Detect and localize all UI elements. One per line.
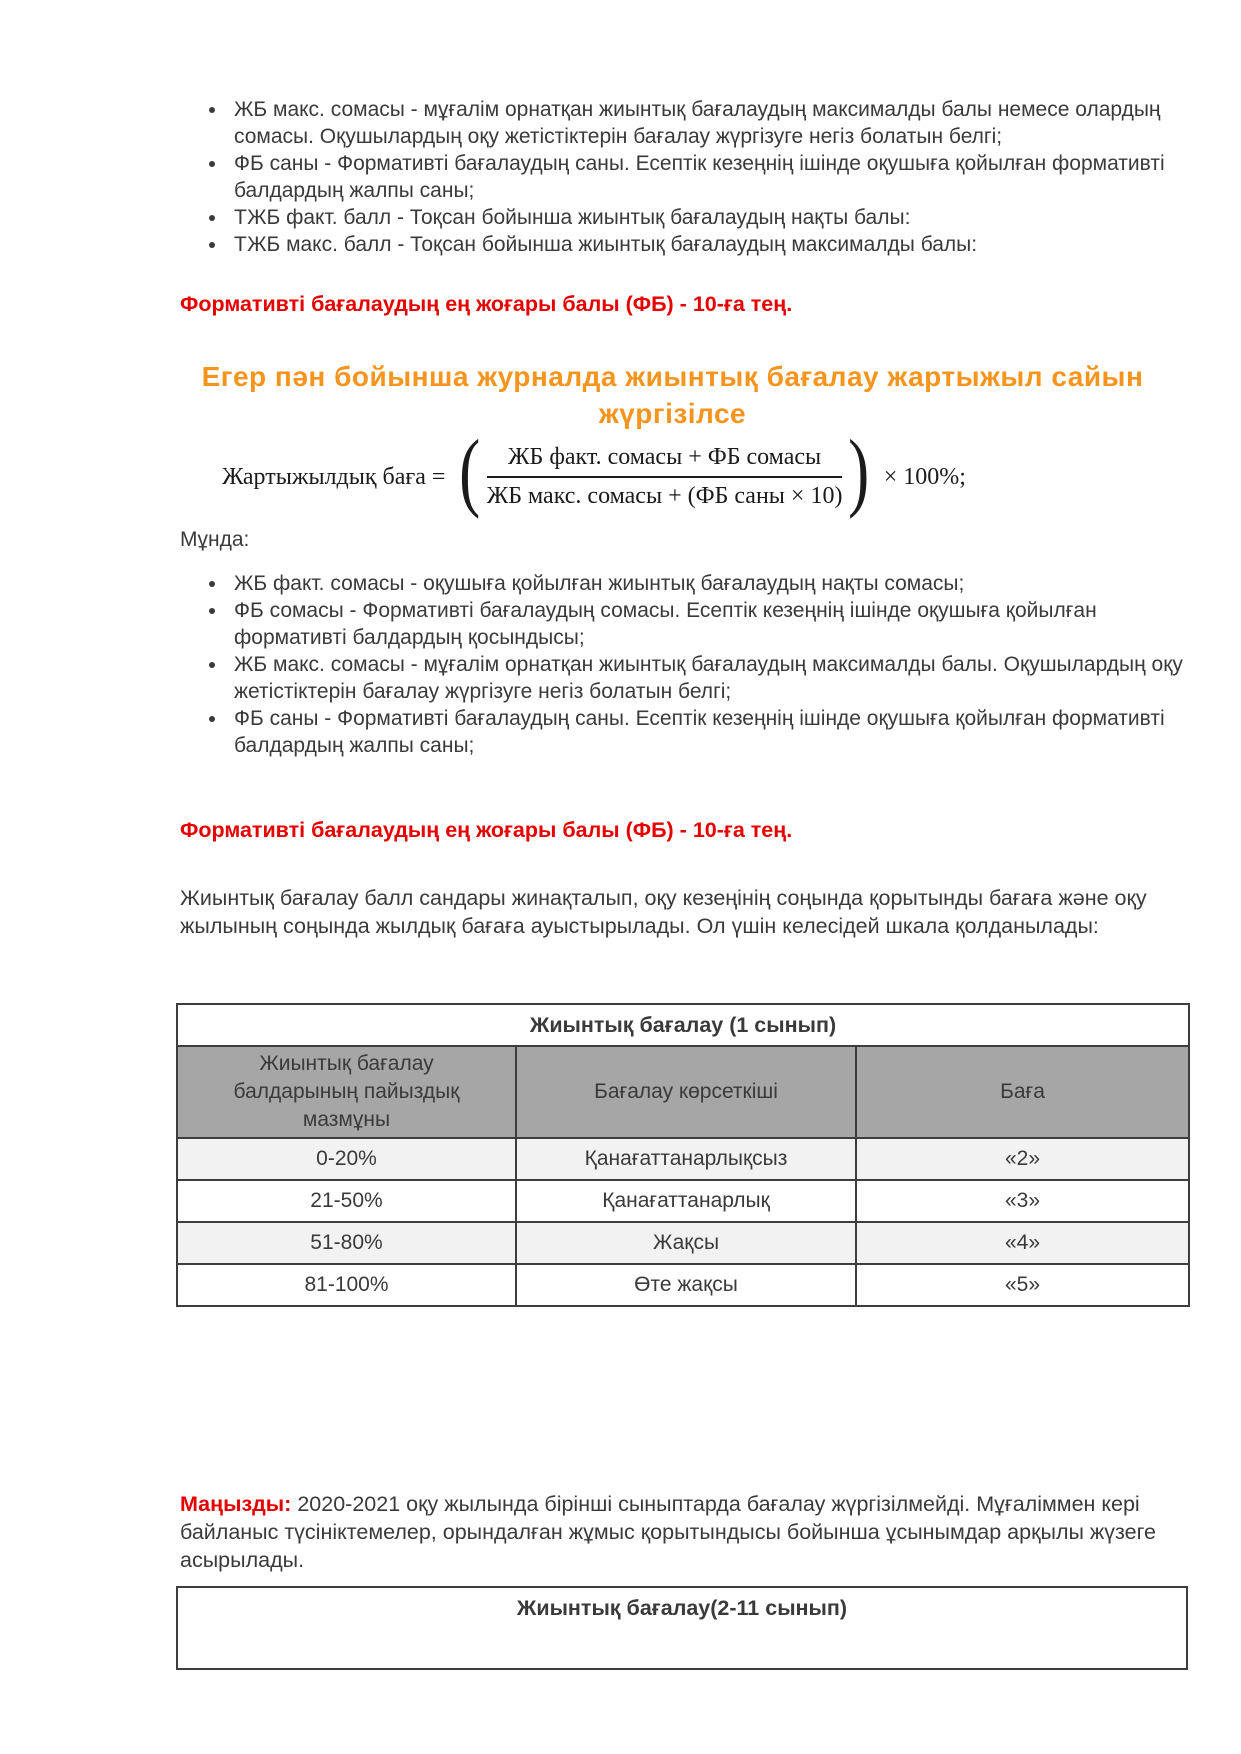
table-row (177, 1222, 1189, 1264)
definitions-list-top (180, 96, 1213, 258)
indicator-cell: Жақсы (516, 1222, 856, 1264)
table-row (177, 1264, 1189, 1306)
where-label: Мұнда: (180, 528, 250, 551)
percent-cell: 81-100% (177, 1264, 516, 1306)
table-title: Жиынтық бағалау (1 сынып) (177, 1004, 1189, 1046)
grade-cell: «4» (856, 1222, 1189, 1264)
fraction-denominator: ЖБ макс. сомасы + (ФБ саны × 10) (486, 483, 843, 509)
list-item: • ЖБ факт. сомасы - оқушыға қойылған жиынтық бағалаудың нақты сомасы; (228, 570, 1213, 597)
half-year-grade-formula: Жартыжылдық баға = ( $\frac{\text{ЖБ факт. сомасы + ФБ сомасы}}{\text{ЖБ макс. сомасы + (ФБ саны × 10)}}$ ) × 100%; (222, 423, 966, 520)
table-row (177, 1180, 1189, 1222)
grade-cell: «3» (856, 1180, 1189, 1222)
fraction (487, 444, 843, 510)
table2-title-box (176, 1586, 1188, 1670)
table2-title: Жиынтық бағалау(2-11 сынып) (516, 1596, 848, 1620)
grade-cell: «2» (856, 1138, 1189, 1180)
table-row (177, 1138, 1189, 1180)
list-item: • ЖБ макс. сомасы - мұғалім орнатқан жиынтық бағалаудың максималды балы. Оқушылардың оқу жетістіктерін бағалау жүргізуге негіз болатын белгі; (228, 651, 1213, 705)
table-title-row (177, 1004, 1189, 1046)
percent-cell: 0-20% (177, 1138, 516, 1180)
list-item: • ФБ саны - Формативті бағалаудың саны. Есептік кезеңнің ішінде оқушыға қойылған формативті балдардың жалпы саны; (228, 150, 1213, 204)
list-item: • ФБ саны - Формативті бағалаудың саны. Есептік кезеңнің ішінде оқушыға қойылған формативті балдардың жалпы саны; (228, 705, 1213, 759)
column-header (177, 1046, 516, 1138)
table-header-row (177, 1046, 1189, 1138)
list-item: • ЖБ макс. сомасы - мұғалім орнатқан жиынтық бағалаудың максималды балы немесе олардың сомасы. Оқушылардың оқу жетістіктерін бағалау жүргізуге негіз болатын белгі; (228, 96, 1213, 150)
indicator-cell: Қанағаттанарлық (516, 1180, 856, 1222)
grading-scale-table (176, 1003, 1190, 1307)
percent-cell: 51-80% (177, 1222, 516, 1264)
column-header: Бағалау көрсеткіші (516, 1046, 856, 1138)
column-header-label: Жиынтық бағалау балдарының пайыздық мазмұны (233, 1052, 460, 1131)
list-item: • ТЖБ макс. балл - Тоқсан бойынша жиынтық бағалаудың максималды балы: (228, 231, 1213, 258)
important-label: Маңызды: (180, 1492, 292, 1516)
formula-lhs: Жартыжылдық баға = (222, 463, 446, 490)
indicator-cell: Өте жақсы (516, 1264, 856, 1306)
indicator-cell: Қанағаттанарлықсыз (516, 1138, 856, 1180)
list-item: • ФБ сомасы - Формативті бағалаудың сомасы. Есептік кезеңнің ішінде оқушыға қойылған формативті балдардың қосындысы; (228, 597, 1213, 651)
formula-rhs: × 100%; (883, 463, 966, 490)
formative-max-note-repeat: Формативті бағалаудың ең жоғары балы (ФБ) - 10-ға тең. (180, 818, 793, 842)
grade-cell: «5» (856, 1264, 1189, 1306)
important-paragraph (180, 1490, 1165, 1574)
formative-max-note: Формативті бағалаудың ең жоғары балы (ФБ) - 10-ға тең. (180, 292, 793, 316)
definitions-list-bottom (180, 570, 1213, 759)
percent-cell: 21-50% (177, 1180, 516, 1222)
column-header: Баға (856, 1046, 1189, 1138)
section-heading: Егер пән бойынша журналда жиынтық бағалау жартыжыл сайын жүргізілсе (201, 361, 1144, 429)
fraction-numerator: ЖБ факт. сомасы + ФБ сомасы (487, 444, 843, 478)
list-item: • ТЖБ факт. балл - Тоқсан бойынша жиынтық бағалаудың нақты балы: (228, 204, 1213, 231)
important-text: 2020-2021 оқу жылында бірінші сыныптарда бағалау жүргізілмейді. Мұғаліммен кері байланыс түсініктемелер, орындалған жұмыс қорытындысы бойынша ұсынымдар арқылы жүзеге асырылады. (180, 1492, 1156, 1572)
scale-intro-paragraph: Жиынтық бағалау балл сандары жинақталып, оқу кезеңінің соңында қорытынды бағаға және оқу жылының соңында жылдық бағаға ауыстырылады. Ол үшін келесідей шкала қолданылады: (180, 886, 1147, 938)
